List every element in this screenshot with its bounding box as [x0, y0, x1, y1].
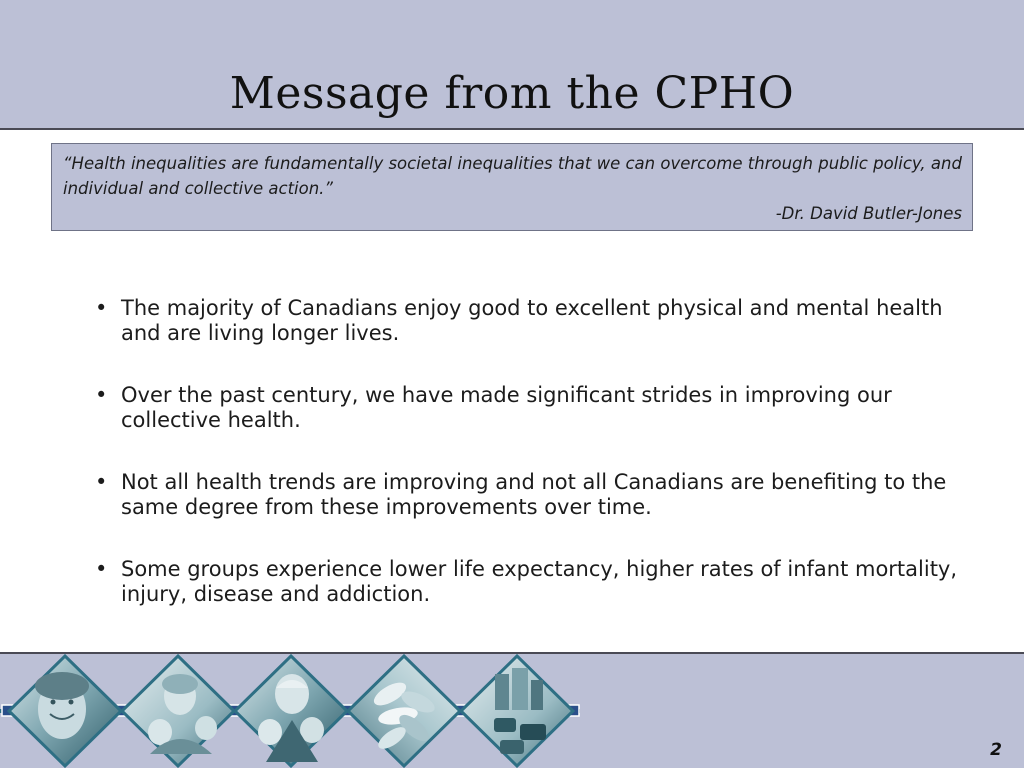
quote-author: -Dr. David Butler-Jones — [775, 204, 962, 223]
city-traffic-photo — [461, 656, 573, 766]
stacked-hands-photo — [348, 656, 460, 766]
bullet-dot-icon: • — [95, 557, 108, 581]
bullet-item — [90, 296, 970, 346]
bullet-item — [90, 557, 970, 607]
bullet-list — [90, 296, 970, 644]
bullet-item — [90, 383, 970, 433]
bullet-item — [90, 470, 970, 520]
elderly-woman-photo — [9, 656, 121, 766]
grandfather-with-children-photo — [235, 656, 347, 766]
bullet-text: The majority of Canadians enjoy good to excellent physical and mental health and are living longer lives. — [121, 296, 943, 345]
quote-box — [51, 143, 973, 231]
footer-photo-strip — [0, 654, 600, 768]
bullet-text: Not all health trends are improving and not all Canadians are benefiting to the same degree from these improvements over time. — [121, 470, 947, 519]
bullet-text: Over the past century, we have made significant strides in improving our collective health. — [121, 383, 892, 432]
page-number: 2 — [990, 740, 1002, 760]
bullet-dot-icon: • — [95, 383, 108, 407]
bullet-dot-icon: • — [95, 296, 108, 320]
header-divider — [0, 128, 1024, 130]
bullet-text: Some groups experience lower life expectancy, higher rates of infant mortality, injury, disease and addiction. — [121, 557, 958, 606]
bullet-dot-icon: • — [95, 470, 108, 494]
quote-text: “Health inequalities are fundamentally societal inequalities that we can overcome through public policy, and individual and collective action.” — [63, 154, 962, 198]
family-photo — [122, 656, 234, 766]
slide-title: Message from the CPHO — [229, 68, 795, 119]
